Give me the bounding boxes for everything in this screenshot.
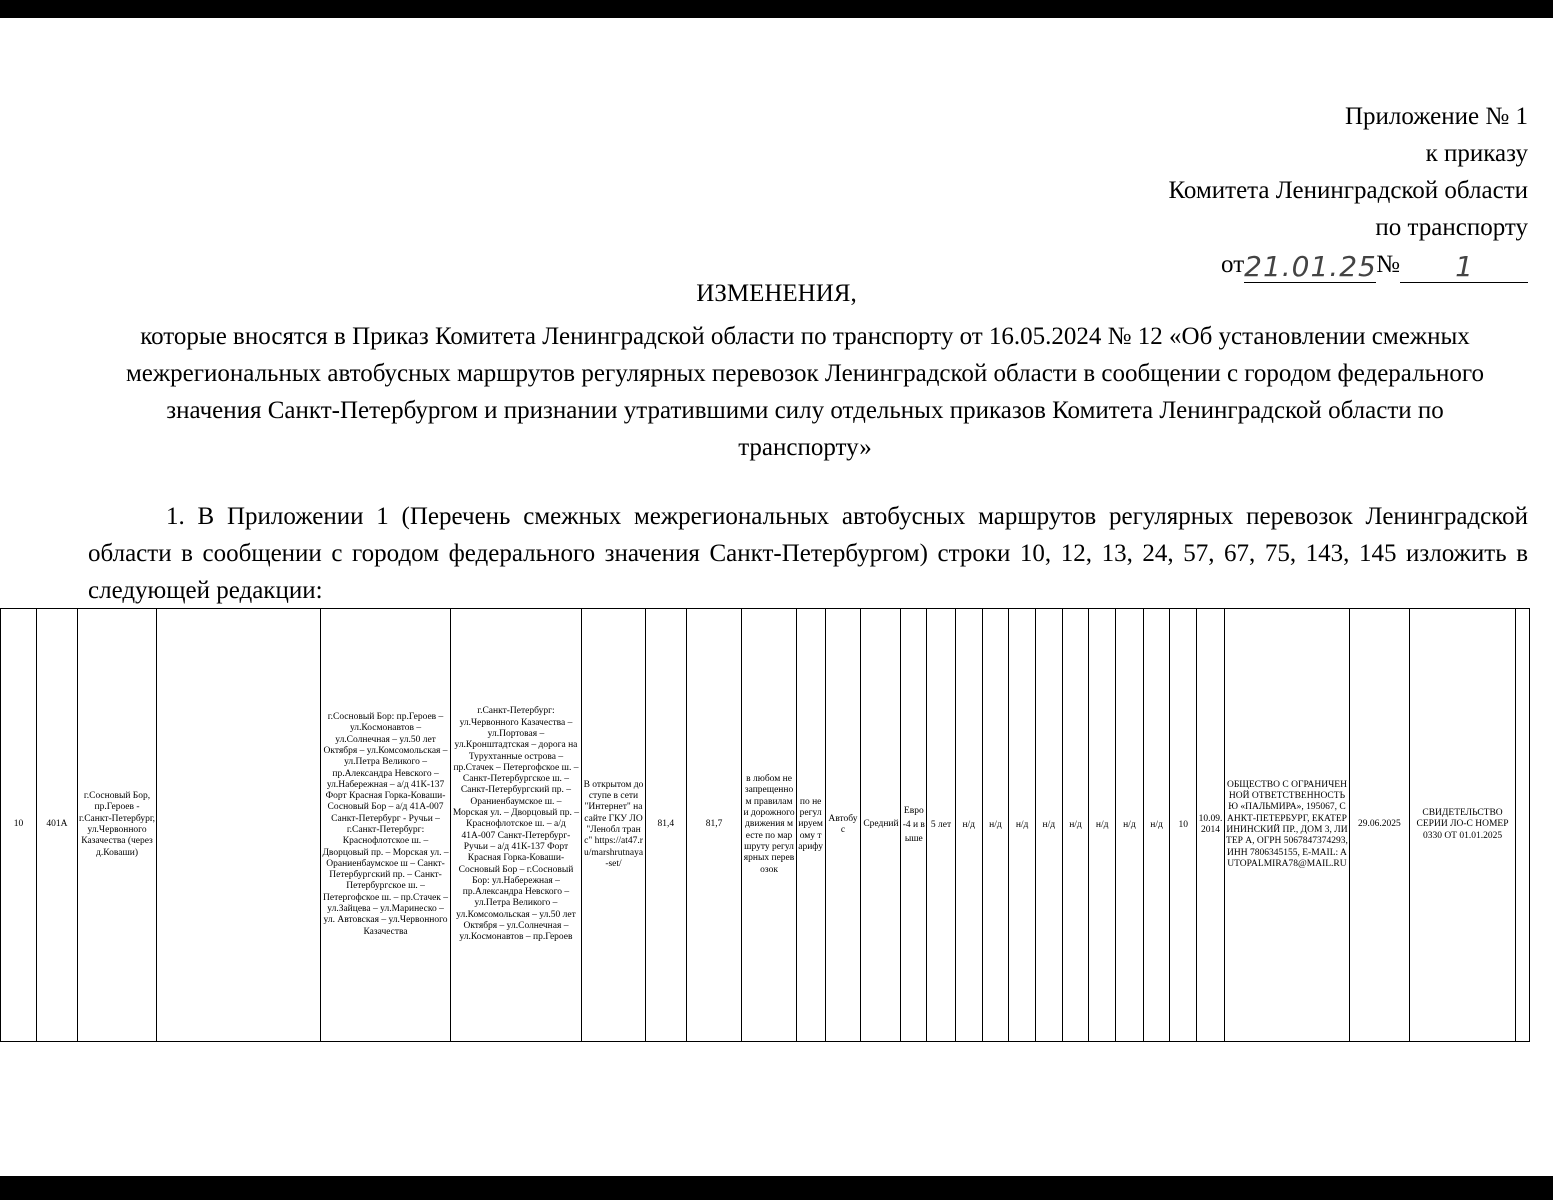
cell-nd-4: н/д — [1035, 609, 1062, 1042]
cell-vehicle-type: Автобус — [825, 609, 861, 1042]
scan-bottom-border — [0, 1176, 1553, 1200]
cell-nd-6: н/д — [1089, 609, 1116, 1042]
appendix-line3: Комитета Ленинградской области — [1168, 177, 1528, 204]
body-paragraph: 1. В Приложении 1 (Перечень смежных межрегиональных автобусных маршрутов регулярных перевозок Ленинградской области в сообщении с городом федерального значения Санкт-Петербургом) строки 10, 12, 13, 24, 57, 67, 75, 143, 145 изложить в следующей редакции: — [88, 503, 1528, 604]
handwritten-date: 21.01.25 — [1244, 250, 1377, 283]
cell-tariff: по нерегулируемому тарифу — [796, 609, 825, 1042]
cell-stop-procedure: в любом не запрещенном правилами дорожного движения месте по маршруту регулярных перевозок — [742, 609, 796, 1042]
cell-count: 10 — [1170, 609, 1197, 1042]
cell-eco-class: Евро-4 и выше — [901, 609, 927, 1042]
cell-cert-date: 29.06.2025 — [1350, 609, 1410, 1042]
routes-table — [0, 608, 1530, 1042]
appendix-line1: Приложение № 1 — [1344, 103, 1528, 130]
cell-nd-8: н/д — [1143, 609, 1170, 1042]
appendix-line2: к приказу — [1425, 140, 1528, 167]
cell-carrier: ОБЩЕСТВО С ОГРАНИЧЕННОЙ ОТВЕТСТВЕННОСТЬЮ «ПАЛЬМИРА», 195067, САНКТ-ПЕТЕРБУРГ, ЕКАТЕРИНИНСКИЙ ПР., ДОМ 3, ЛИТЕР А, ОГРН 5067847374293, ИНН 7806345155, E-MAIL: AUTOPALMIRA78@MAIL.RU — [1224, 609, 1349, 1042]
cell-max-age: 5 лет — [927, 609, 956, 1042]
cell-nd-2: н/д — [982, 609, 1009, 1042]
document-heading: ИЗМЕНЕНИЯ, — [696, 280, 857, 307]
appendix-header — [1168, 98, 1528, 283]
document-subheading: которые вносятся в Приказ Комитета Ленинградской области по транспорту от 16.05.2024 № 12 «Об установлении смежных межрегиональных автобусных маршрутов регулярных перевозок Ленинградской области в сообщении с городом федерального значения Санкт-Петербургом и признании утратившими силу отдельных приказов Комитета Ленинградской области по транспорту» — [125, 323, 1485, 461]
cell-route-number: 401А — [36, 609, 77, 1042]
cell-row-number: 10 — [1, 609, 37, 1042]
cell-tail — [1516, 609, 1530, 1042]
cell-path-backward: г.Санкт-Петербург: ул.Червонного Казачества – ул.Портовая – ул.Кронштадтская – дорога на Турухтанные острова – пр.Стачек – Петергофское ш. – Санкт-Петербургское ш. – Санкт-Петербургский пр. – Ораниенбаумское ш. – Морская ул. – Дворцовый пр. – Краснофлотское ш. – а/д 41А-007 Санкт-Петербург-Ручьи – а/д 41К-137 Форт Красная Горка-Коваши-Сосновый Бор – г.Сосновый Бор: ул.Набережная – пр.Александра Невского – ул.Петра Великого – ул.Комсомольская – ул.50 лет Октября – ул.Солнечная – ул.Космонавтов – пр.Героев — [450, 609, 581, 1042]
cell-nd-5: н/д — [1062, 609, 1089, 1042]
cell-nd-1: н/д — [955, 609, 982, 1042]
scan-top-border — [0, 0, 1553, 18]
appendix-line4: по транспорту — [1375, 214, 1528, 241]
cell-vehicle-class: Средний — [861, 609, 901, 1042]
cell-length-backward: 81,7 — [686, 609, 741, 1042]
cell-route-name: г.Сосновый Бор, пр.Героев - г.Санкт-Петербург, ул.Червонного Казачества (через д.Коваши) — [78, 609, 157, 1042]
cell-path-forward: г.Сосновый Бор: пр.Героев – ул.Космонавтов – ул.Солнечная – ул.50 лет Октября – ул.Комсомольская – ул.Петра Великого – пр.Александра Невского – ул.Набережная – а/д 41К-137 Форт Красная Горка-Коваши-Сосновый Бор – а/д 41А-007 Санкт-Петербург - Ручьи – г.Санкт-Петербург: Краснофлотское ш. – Дворцовый пр. – Морская ул. – Ораниенбаумское ш – Санкт-Петербургский пр. – Санкт-Петербургское ш. – Петергофское ш. – пр.Стачек – ул.Зайцева – ул.Маринеско – ул. Автовская – ул.Червонного Казачества — [321, 609, 450, 1042]
cell-certificate: СВИДЕТЕЛЬСТВО СЕРИИ ЛО-С НОМЕР 0330 ОТ 01.01.2025 — [1409, 609, 1516, 1042]
ot-label: от — [1221, 251, 1245, 278]
cell-empty — [157, 609, 321, 1042]
cell-nd-3: н/д — [1009, 609, 1036, 1042]
table-row — [1, 609, 1530, 1042]
cell-length-forward: 81,4 — [645, 609, 686, 1042]
handwritten-number: 1 — [1400, 252, 1528, 283]
cell-stops: В открытом доступе в сети "Интернет" на сайте ГКУ ЛО "Ленобл транс" https://at47.ru/marshrutnaya-set/ — [582, 609, 646, 1042]
cell-nd-7: н/д — [1116, 609, 1144, 1042]
num-label: № — [1376, 251, 1400, 278]
appendix-date-line — [1168, 246, 1528, 283]
cell-start-date: 10.09.2014 — [1197, 609, 1225, 1042]
